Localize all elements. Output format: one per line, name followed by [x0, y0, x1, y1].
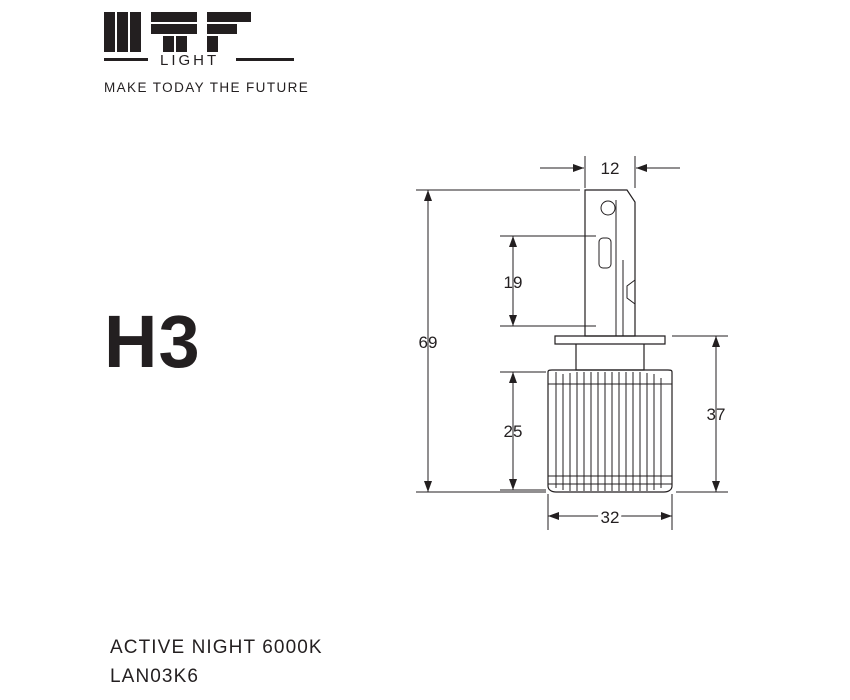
dim-label-37: 37	[706, 405, 726, 424]
brand-logo	[104, 10, 404, 95]
bulb-outline	[548, 190, 672, 492]
dim-label-25: 25	[503, 422, 523, 441]
product-caption	[110, 633, 323, 692]
dimension-top-width	[540, 156, 680, 188]
dim-label-12: 12	[600, 159, 620, 178]
caption-product-sku: LAN03K6	[110, 666, 200, 688]
svg-text:LIGHT: LIGHT	[160, 52, 220, 69]
dimension-tab-height	[500, 236, 596, 326]
dim-label-19: 19	[503, 273, 523, 292]
dimension-base-width	[548, 494, 672, 530]
dimension-heatsink-height	[500, 372, 546, 490]
bulb-technical-drawing	[380, 140, 800, 560]
mtf-logo-icon	[104, 10, 294, 72]
brand-tagline: MAKE TODAY THE FUTURE	[104, 80, 310, 95]
dimension-base-to-bottom	[672, 336, 728, 492]
model-code: H3	[104, 300, 201, 383]
caption-product-name: ACTIVE NIGHT 6000K	[110, 637, 323, 658]
dim-label-69: 69	[418, 333, 438, 352]
dim-label-32: 32	[600, 508, 620, 527]
